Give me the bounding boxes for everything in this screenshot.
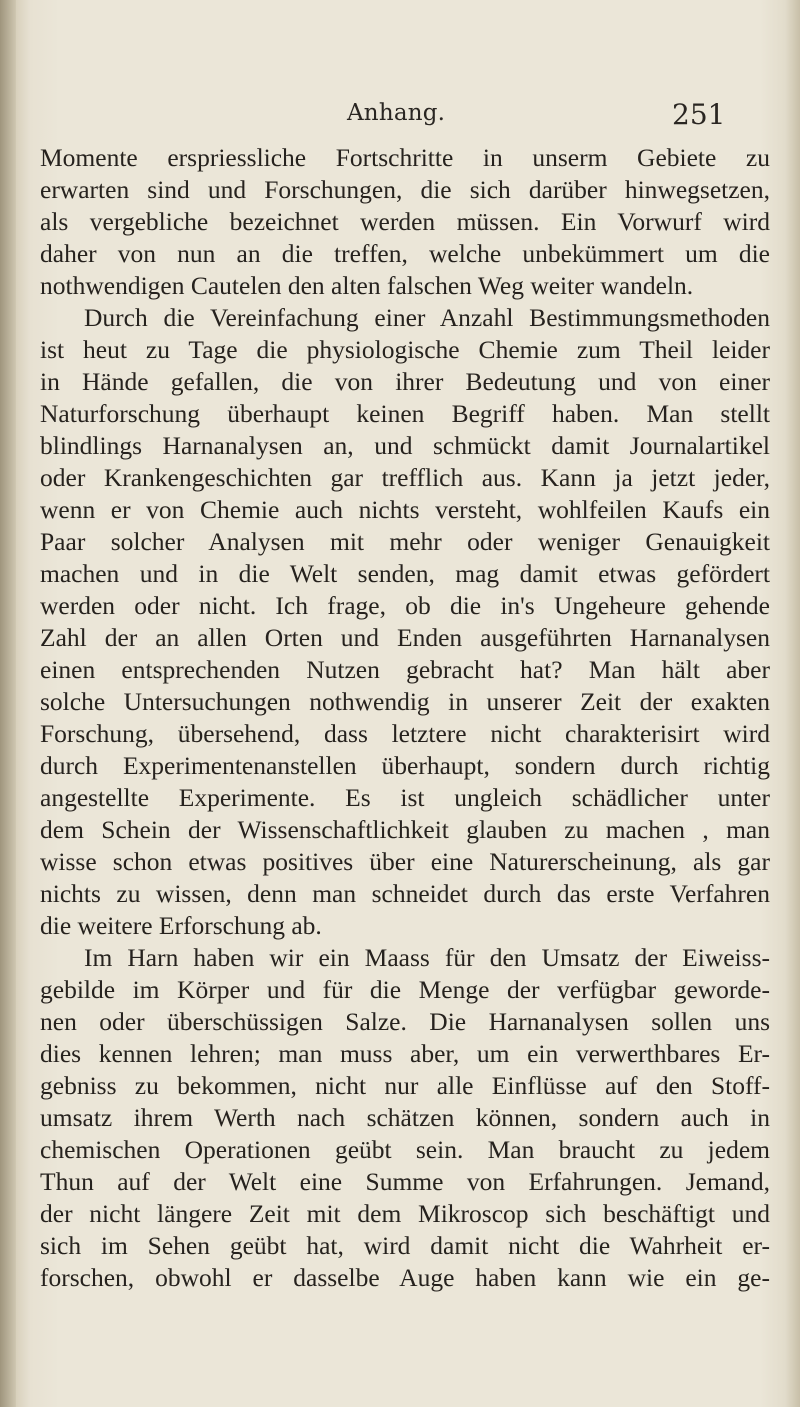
text-line: Naturforschung überhaupt keinen Begriff haben. Man stellt — [40, 399, 770, 428]
running-head-title: Anhang. — [347, 100, 446, 126]
text-line: Im Harn haben wir ein Maass für den Umsatz der Eiweiss- — [84, 943, 770, 972]
text-line: dem Schein der Wissenschaftlichkeit glauben zu machen , man — [40, 815, 770, 844]
text-line: gebniss zu bekommen, nicht nur alle Einflüsse auf den Stoff- — [40, 1071, 770, 1100]
text-line: daher von nun an die treffen, welche unbekümmert um die — [40, 239, 770, 268]
page-number: 251 — [672, 98, 726, 131]
text-line: chemischen Operationen geübt sein. Man braucht zu jedem — [40, 1135, 770, 1164]
text-line: durch Experimentenanstellen überhaupt, sondern durch richtig — [40, 751, 770, 780]
text-line: machen und in die Welt senden, mag damit etwas gefördert — [40, 559, 770, 588]
text-line: der nicht längere Zeit mit dem Mikroscop sich beschäftigt und — [40, 1199, 770, 1228]
running-header — [0, 98, 800, 138]
text-line: blindlings Harnanalysen an, und schmückt damit Journalartikel — [40, 431, 770, 460]
text-line: nichts zu wissen, denn man schneidet durch das erste Verfahren — [40, 879, 770, 908]
text-line: gebilde im Körper und für die Menge der verfügbar geworde- — [40, 975, 770, 1004]
text-line: nen oder überschüssigen Salze. Die Harnanalysen sollen uns — [40, 1007, 770, 1036]
text-line: wisse schon etwas positives über eine Naturerscheinung, als gar — [40, 847, 770, 876]
text-line: die weitere Erforschung ab. — [40, 911, 322, 940]
text-line: nothwendigen Cautelen den alten falschen Weg weiter wandeln. — [40, 271, 694, 300]
text-line: als vergebliche bezeichnet werden müssen. Ein Vorwurf wird — [40, 207, 770, 236]
text-line: Thun auf der Welt eine Summe von Erfahrungen. Jemand, — [40, 1167, 770, 1196]
text-line: in Hände gefallen, die von ihrer Bedeutung und von einer — [40, 367, 770, 396]
text-line: solche Untersuchungen nothwendig in unserer Zeit der exakten — [40, 687, 770, 716]
body-text — [40, 142, 770, 1294]
text-line: dies kennen lehren; man muss aber, um ein verwerthbares Er- — [40, 1039, 770, 1068]
text-line: forschen, obwohl er dasselbe Auge haben kann wie ein ge- — [40, 1263, 770, 1292]
text-line: erwarten sind und Forschungen, die sich darüber hinwegsetzen, — [40, 175, 770, 204]
text-line: umsatz ihrem Werth nach schätzen können, sondern auch in — [40, 1103, 770, 1132]
text-line: Zahl der an allen Orten und Enden ausgeführten Harnanalysen — [40, 623, 770, 652]
text-line: Paar solcher Analysen mit mehr oder weniger Genauigkeit — [40, 527, 770, 556]
text-line: angestellte Experimente. Es ist ungleich schädlicher unter — [40, 783, 770, 812]
text-line: Momente erspriessliche Fortschritte in unserm Gebiete zu — [40, 143, 770, 172]
text-line: einen entsprechenden Nutzen gebracht hat? Man hält aber — [40, 655, 770, 684]
page-binding-edge — [0, 0, 16, 1407]
text-line: sich im Sehen geübt hat, wird damit nicht die Wahrheit er- — [40, 1231, 770, 1260]
text-line: oder Krankengeschichten gar trefflich aus. Kann ja jetzt jeder, — [40, 463, 770, 492]
text-line: Durch die Vereinfachung einer Anzahl Bestimmungsmethoden — [84, 303, 770, 332]
text-line: werden oder nicht. Ich frage, ob die in's Ungeheure gehende — [40, 591, 770, 620]
text-line: Forschung, übersehend, dass letztere nicht charakterisirt wird — [40, 719, 770, 748]
text-line: ist heut zu Tage die physiologische Chemie zum Theil leider — [40, 335, 770, 364]
text-line: wenn er von Chemie auch nichts versteht, wohlfeilen Kaufs ein — [40, 495, 770, 524]
